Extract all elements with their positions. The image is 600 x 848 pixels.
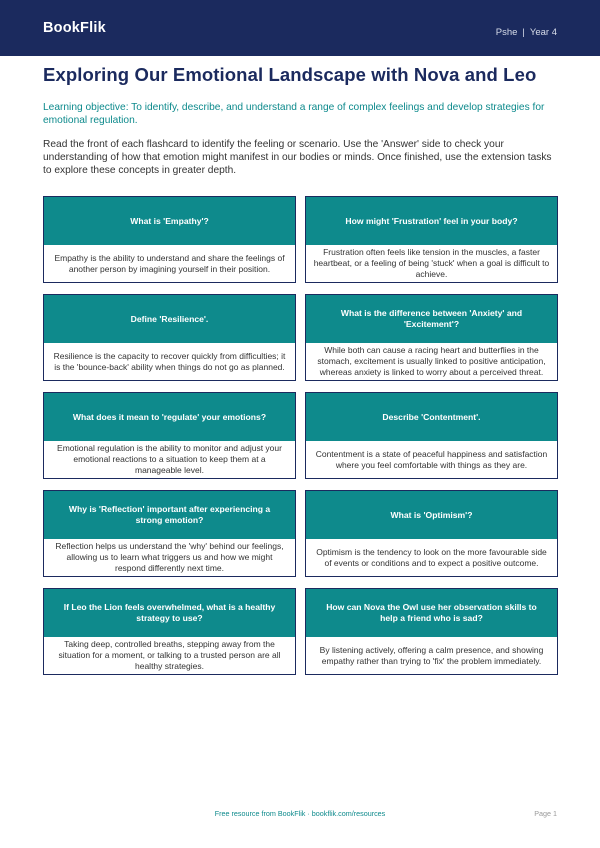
flashcard[interactable] xyxy=(305,196,558,283)
flashcard-answer: While both can cause a racing heart and butterflies in the stomach, excitement is usually linked to positive anticipation, whereas anxiety is linked to worry about a perceived threat. xyxy=(317,345,546,377)
flashcard-question: Define 'Resilience'. xyxy=(44,295,295,343)
page-number: Page 1 xyxy=(534,809,557,818)
flashcard[interactable] xyxy=(43,196,296,283)
brand-logo-text[interactable]: BookFlik xyxy=(43,20,106,36)
header-meta xyxy=(496,27,557,38)
flashcard-answer: By listening actively, offering a calm presence, and showing empathy rather than trying to 'fix' the problem immediately. xyxy=(319,644,544,666)
header-bar xyxy=(0,0,600,56)
flashcard[interactable] xyxy=(305,294,558,381)
flashcard[interactable] xyxy=(305,392,558,479)
instructions-text: Read the front of each flashcard to identify the feeling or scenario. Use the 'Answer' side to check your understanding of how that emotion might manifest in our bodies or minds. Once finished, use the extension tasks to explore these concepts in greater depth. xyxy=(43,139,552,177)
flashcard-grid xyxy=(43,196,558,675)
flashcard-answer: Emotional regulation is the ability to monitor and adjust your emotional reactions to a situation to keep them at a manageable level. xyxy=(57,443,282,475)
flashcard-answer: Optimism is the tendency to look on the more favourable side of events or conditions and to expect a positive outcome. xyxy=(316,546,547,568)
flashcard-question: Describe 'Contentment'. xyxy=(306,393,557,441)
flashcard-answer: Reflection helps us understand the 'why' behind our feelings, allowing us to learn what triggers us and how we might respond differently next time. xyxy=(55,541,284,573)
flashcard-question: What is 'Empathy'? xyxy=(44,197,295,245)
flashcard-question: Why is 'Reflection' important after experiencing a strong emotion? xyxy=(44,491,295,539)
learning-objective: Learning objective: To identify, describe, and understand a range of complex feelings and develop strategies for emotional regulation. xyxy=(43,102,545,126)
flashcard[interactable] xyxy=(43,392,296,479)
page-title: Exploring Our Emotional Landscape with Nova and Leo xyxy=(43,64,537,85)
flashcard-answer: Contentment is a state of peaceful happiness and satisfaction where you feel comfortable with things as they are. xyxy=(315,448,548,470)
flashcard-question: What does it mean to 'regulate' your emotions? xyxy=(44,393,295,441)
flashcard-answer: Resilience is the capacity to recover quickly from difficulties; it is the 'bounce-back' ability when things do not go as planned. xyxy=(53,350,286,372)
flashcard[interactable] xyxy=(43,490,296,577)
flashcard-question: How can Nova the Owl use her observation skills to help a friend who is sad? xyxy=(306,589,557,637)
flashcard-answer: Empathy is the ability to understand and share the feelings of another person by imagining yourself in their position. xyxy=(54,252,285,274)
flashcard[interactable] xyxy=(43,294,296,381)
flashcard[interactable] xyxy=(305,490,558,577)
flashcard-answer: Frustration often feels like tension in the muscles, a faster heartbeat, or a feeling of being 'stuck' when a goal is difficult to achieve. xyxy=(313,247,550,279)
year-label: Year 4 xyxy=(529,27,557,38)
meta-separator: | xyxy=(522,27,525,38)
subject-label: Pshe xyxy=(495,27,518,38)
flashcard[interactable] xyxy=(43,588,296,675)
flashcard-question: What is 'Optimism'? xyxy=(306,491,557,539)
flashcard[interactable] xyxy=(305,588,558,675)
footer-credit[interactable]: Free resource from BookFlik · bookflik.com/resources xyxy=(214,809,386,818)
flashcard-question: If Leo the Lion feels overwhelmed, what is a healthy strategy to use? xyxy=(44,589,295,637)
flashcard-question: What is the difference between 'Anxiety' and 'Excitement'? xyxy=(306,295,557,343)
flashcard-question: How might 'Frustration' feel in your body? xyxy=(306,197,557,245)
flashcard-answer: Taking deep, controlled breaths, stepping away from the situation for a moment, or talking to a trusted person are all healthy strategies. xyxy=(58,639,281,671)
